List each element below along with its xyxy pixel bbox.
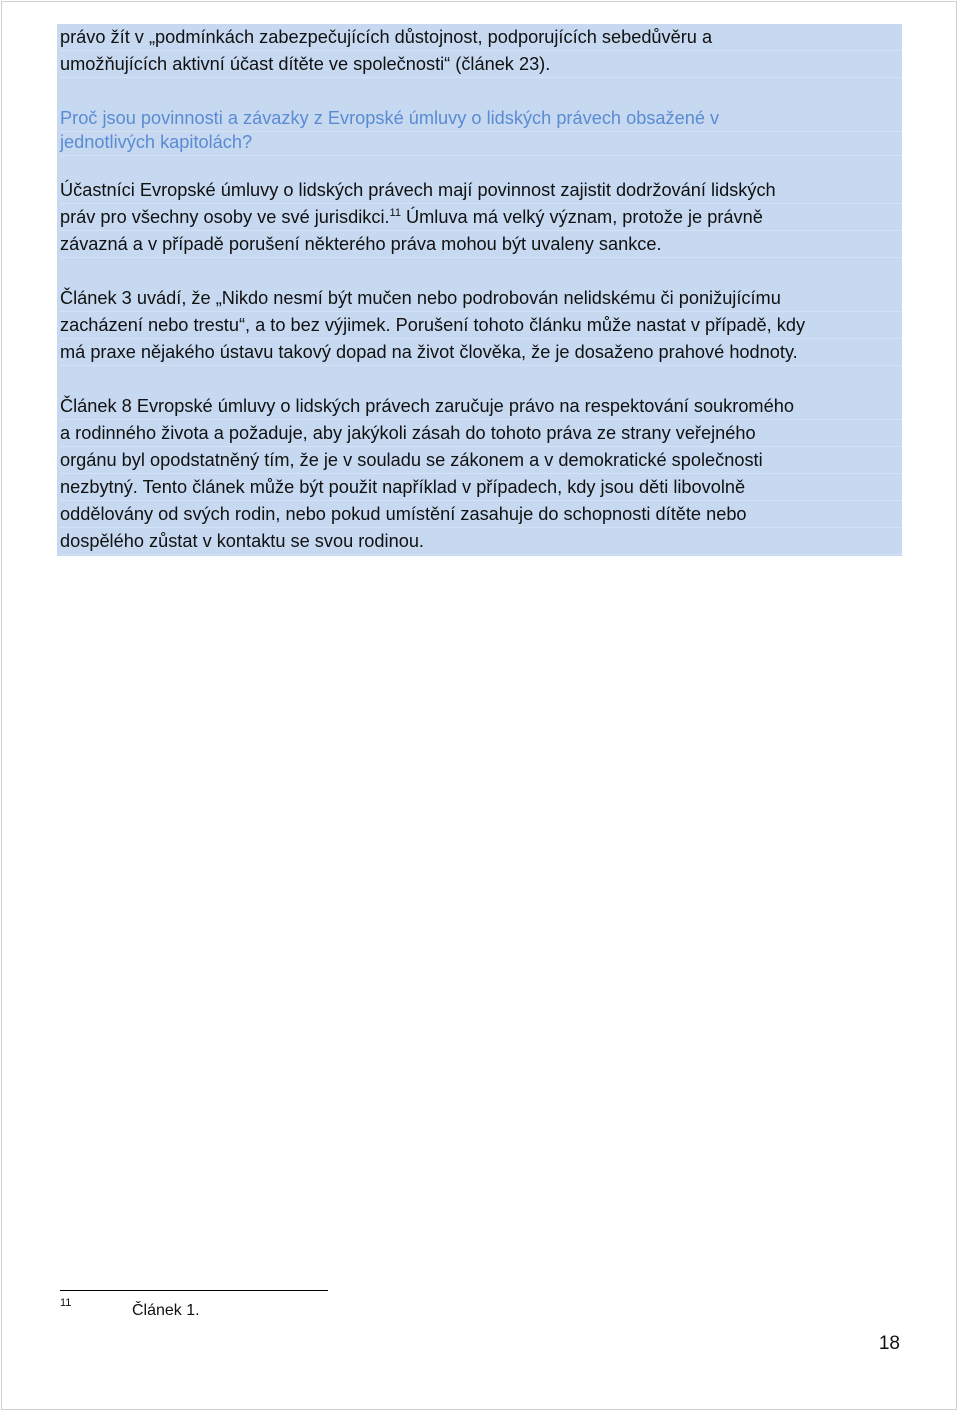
paragraph-line: a rodinného života a požaduje, aby jakýkoli zásah do tohoto práva ze strany veřejného — [60, 420, 902, 447]
paragraph-line: zacházení nebo trestu“, a to bez výjimek. Porušení tohoto článku může nastat v případě, kdy — [60, 312, 902, 339]
footnote — [60, 1297, 460, 1325]
page-number: 18 — [878, 1333, 900, 1354]
paragraph-line — [60, 204, 902, 231]
paragraph-line: právo žít v „podmínkách zabezpečujících důstojnost, podporujících sebedůvěru a — [60, 24, 902, 51]
paragraph-line: nezbytný. Tento článek může být použit například v případech, kdy jsou děti libovolně — [60, 474, 902, 501]
paragraph-line: Článek 8 Evropské úmluvy o lidských právech zaručuje právo na respektování soukromého — [60, 393, 902, 420]
paragraph-line: Článek 3 uvádí, že „Nikdo nesmí být mučen nebo podrobován nelidskému či ponižujícímu — [60, 285, 902, 312]
heading-line: Proč jsou povinnosti a závazky z Evropské úmluvy o lidských právech obsažené v — [60, 105, 902, 132]
footnote-number: 11 — [60, 1297, 72, 1309]
line-text: práv pro všechny osoby ve své jurisdikci. — [60, 207, 390, 227]
paragraph-line: závazná a v případě porušení některého práva mohou být uvaleny sankce. — [60, 231, 902, 258]
paragraph-line: dospělého zůstat v kontaktu se svou rodinou. — [60, 528, 902, 555]
highlighted-text-box — [57, 24, 902, 556]
paragraph-line: oddělovány od svých rodin, nebo pokud umístění zasahuje do schopnosti dítěte nebo — [60, 501, 902, 528]
line-text: Úmluva má velký význam, protože je právně — [400, 207, 763, 227]
paragraph-line: umožňujících aktivní účast dítěte ve společnosti“ (článek 23). — [60, 51, 902, 78]
paragraph-line: Účastníci Evropské úmluvy o lidských právech mají povinnost zajistit dodržování lidských — [60, 177, 902, 204]
footnote-text: Článek 1. — [132, 1302, 200, 1319]
footnote-reference[interactable]: 11 — [389, 207, 401, 219]
paragraph-line: orgánu byl opodstatněný tím, že je v souladu se zákonem a v demokratické společnosti — [60, 447, 902, 474]
heading-line: jednotlivých kapitolách? — [60, 129, 902, 156]
paragraph-line: má praxe nějakého ústavu takový dopad na život člověka, že je dosaženo prahové hodnoty. — [60, 339, 902, 366]
footnote-separator — [60, 1290, 328, 1291]
